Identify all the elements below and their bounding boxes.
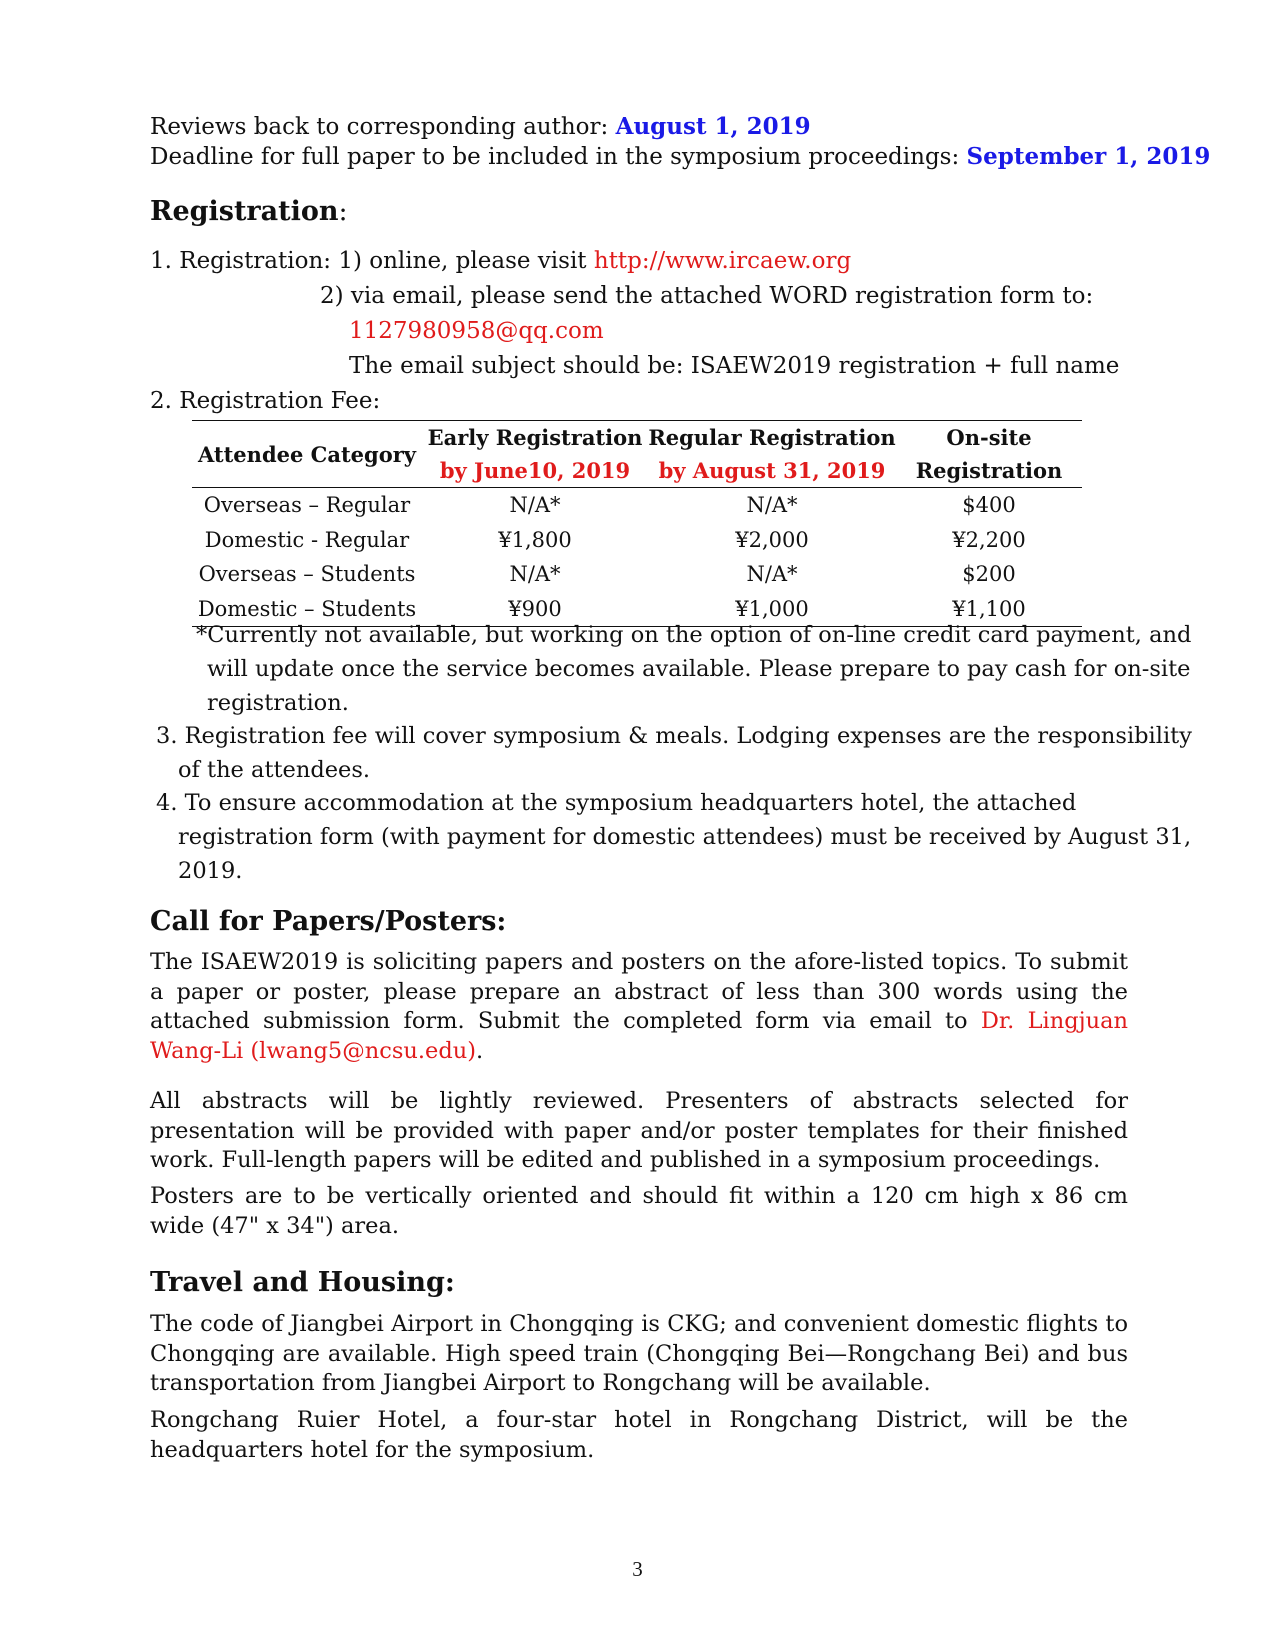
cell-early: ¥900 xyxy=(508,596,562,621)
registration-email-line: 2) via email, please send the attached WORD registration form to: xyxy=(320,283,1094,309)
travel-heading: Travel and Housing: xyxy=(150,1267,455,1298)
fee-footnote-line-3: registration. xyxy=(207,690,349,716)
cell-onsite: ¥1,100 xyxy=(952,596,1026,621)
papers-paragraph-3: Posters are to be vertically oriented and should fit within a 120 cm high x 86 cm wide (47" x 34") area. xyxy=(150,1183,1128,1239)
table-row xyxy=(192,557,1082,592)
cell-early: ¥1,800 xyxy=(498,527,572,552)
registration-item-3-line-2: of the attendees. xyxy=(178,757,371,783)
travel-paragraph-1: The code of Jiangbei Airport in Chongqing is CKG; and convenient domestic flights to Chongqing are available. High speed train (Chongqing Bei—Rongchang Bei) and bus transportation from Jiangbei Airport to Rongchang will be available. xyxy=(150,1311,1128,1396)
cell-regular: ¥1,000 xyxy=(735,596,809,621)
registration-heading-colon: : xyxy=(338,196,348,227)
cell-category: Overseas – Regular xyxy=(203,493,411,517)
papers-paragraph-2: All abstracts will be lightly reviewed. Presenters of abstracts selected for presentation will be provided with paper and/or poster templates for their finished work. Full-length papers will be edited and published in a symposium proceedings. xyxy=(150,1088,1128,1173)
papers-heading: Call for Papers/Posters: xyxy=(150,906,507,937)
registration-heading-text: Registration xyxy=(150,196,339,227)
header-regular-deadline: by August 31, 2019 xyxy=(658,458,886,483)
table-row xyxy=(192,488,1082,523)
registration-fee-label: 2. Registration Fee: xyxy=(150,388,381,414)
cell-category: Domestic - Regular xyxy=(204,527,410,552)
registration-heading xyxy=(150,195,348,229)
header-early-deadline: by June10, 2019 xyxy=(439,458,631,483)
cell-onsite: $400 xyxy=(962,493,1016,517)
fullpaper-deadline-line xyxy=(150,142,1210,172)
fullpaper-deadline-label: Deadline for full paper to be included in the symposium proceedings: xyxy=(150,144,960,170)
header-regular-registration: Regular Registration xyxy=(648,425,896,450)
cell-regular: N/A* xyxy=(746,562,798,586)
reviews-deadline-line xyxy=(150,112,811,142)
registration-online-label: 1. Registration: 1) online, please visit xyxy=(150,248,587,274)
registration-url-link[interactable]: http://www.ircaew.org xyxy=(593,248,852,274)
header-onsite-registration: Registration xyxy=(915,458,1063,483)
reviews-deadline-label: Reviews back to corresponding author: xyxy=(150,114,609,140)
header-onsite: On-site xyxy=(946,425,1032,450)
fullpaper-deadline-date: September 1, 2019 xyxy=(966,143,1211,170)
registration-item-4-line-1: 4. To ensure accommodation at the symposium headquarters hotel, the attached xyxy=(156,790,1077,816)
registration-email-link[interactable]: 1127980958@qq.com xyxy=(349,318,604,344)
page-number: 3 xyxy=(632,1557,643,1581)
registration-item-3-line-1: 3. Registration fee will cover symposium & meals. Lodging expenses are the responsibility xyxy=(156,723,1192,749)
papers-paragraph-1-end: . xyxy=(476,1037,484,1064)
registration-item-4-line-2: registration form (with payment for domestic attendees) must be received by August 31, xyxy=(178,824,1192,850)
fee-footnote-line-2: will update once the service becomes available. Please prepare to pay cash for on-site xyxy=(207,656,1191,682)
papers-paragraph-1-text: The ISAEW2019 is soliciting papers and posters on the afore-listed topics. To submit a paper or poster, please prepare an abstract of less than 300 words using the attached submission form. Submit the completed form via email to xyxy=(150,949,1128,1034)
fee-footnote-line-1: *Currently not available, but working on the option of on-line credit card payment, and xyxy=(196,622,1192,648)
cell-regular: N/A* xyxy=(746,493,798,517)
cell-regular: ¥2,000 xyxy=(735,527,809,552)
cell-category: Domestic – Students xyxy=(197,596,417,621)
papers-paragraph-1 xyxy=(150,948,1128,1066)
cell-onsite: $200 xyxy=(962,562,1016,586)
cell-category: Overseas – Students xyxy=(198,562,416,586)
cell-onsite: ¥2,200 xyxy=(952,527,1026,552)
reviews-deadline-date: August 1, 2019 xyxy=(615,113,811,140)
papers-contact-link[interactable]: Dr. Lingjuan Wang-Li (lwang5@ncsu.edu) xyxy=(150,1008,1128,1064)
header-early-registration: Early Registration xyxy=(427,425,643,450)
registration-email-subject: The email subject should be: ISAEW2019 registration + full name xyxy=(349,353,1120,379)
travel-paragraph-2: Rongchang Ruier Hotel, a four-star hotel in Rongchang District, will be the headquarters hotel for the symposium. xyxy=(150,1407,1128,1463)
registration-item-1 xyxy=(150,246,851,276)
cell-early: N/A* xyxy=(509,562,561,586)
registration-item-4-line-3: 2019. xyxy=(178,858,243,884)
fee-table-header xyxy=(192,421,1082,488)
table-row xyxy=(192,523,1082,558)
header-attendee-category: Attendee Category xyxy=(197,441,416,467)
cell-early: N/A* xyxy=(509,493,561,517)
registration-fee-table xyxy=(192,420,1082,627)
